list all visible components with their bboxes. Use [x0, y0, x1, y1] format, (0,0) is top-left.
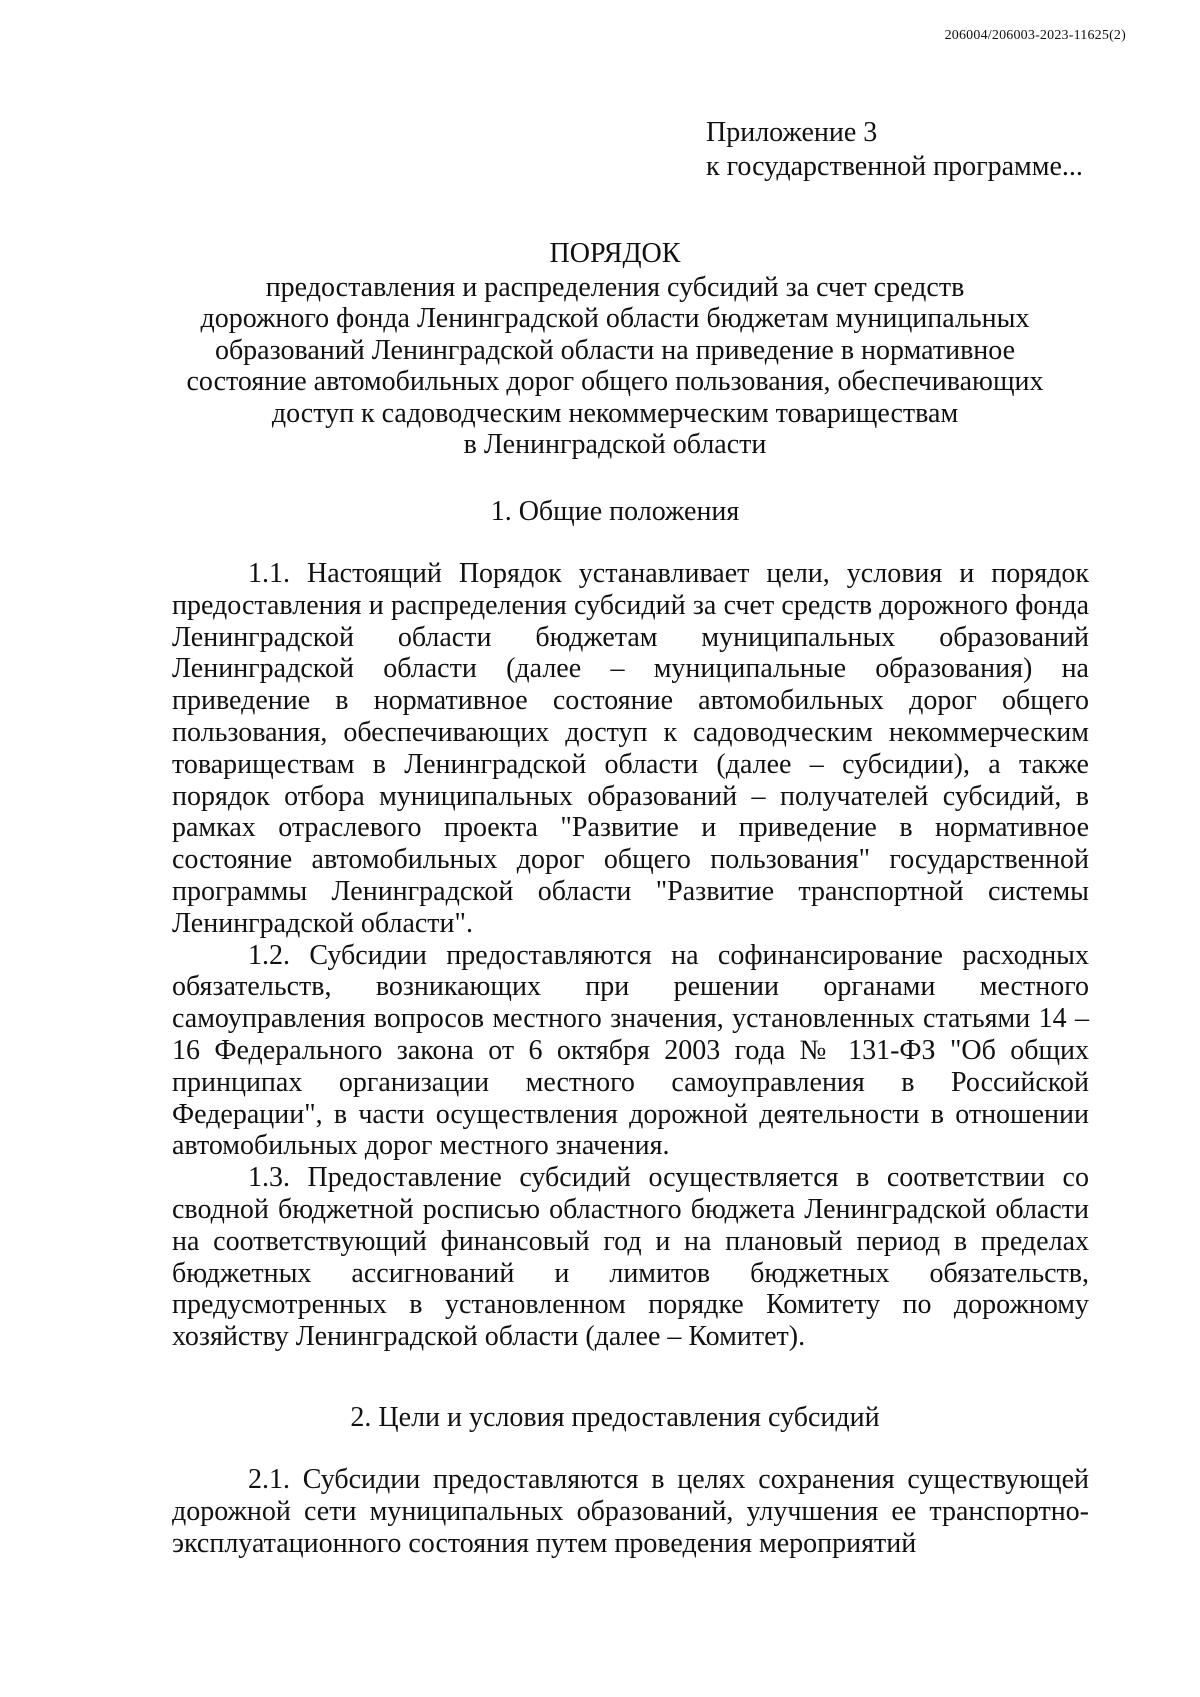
document-title: [150, 238, 1080, 461]
title-line: доступ к садоводческим некоммерческим товариществам: [271, 397, 959, 429]
section-2-body: [172, 1464, 1089, 1559]
appendix-note: [706, 116, 1083, 184]
paragraph-1-1: 1.1. Настоящий Порядок устанавливает цели, условия и порядок предоставления и распределения субсидий за счет средств дорожного фонда Ленинградской области бюджетам муниципальных образований Ленинградской области (далее – муниципальные образования) на приведение в нормативное состояние автомобильных дорог общего пользования, обеспечивающих доступ к садоводческим некоммерческим товариществам в Ленинградской области (далее – субсидии), а также порядок отбора муниципальных образований – получателей субсидий, в рамках отраслевого проекта "Развитие и приведение в нормативное состояние автомобильных дорог общего пользования" государственной программы Ленинградской области "Развитие транспортной системы Ленинградской области".: [172, 558, 1089, 939]
paragraph-1-3: 1.3. Предоставление субсидий осуществляется в соответствии со сводной бюджетной росписью областного бюджета Ленинградской области на соответствующий финансовый год и на плановый период в пределах бюджетных ассигнований и лимитов бюджетных обязательств, предусмотренных в установленном порядке Комитету по дорожному хозяйству Ленинградской области (далее – Комитет).: [172, 1162, 1089, 1353]
section-heading-general-provisions: 1. Общие положения: [490, 496, 740, 527]
section-1-body: [172, 558, 1089, 1353]
title-line: состояние автомобильных дорог общего пользования, обеспечивающих: [186, 366, 1044, 397]
title-line: в Ленинградской области: [463, 429, 767, 460]
title-line: предоставления и распределения субсидий за счет средств: [265, 271, 965, 303]
paragraph-2-1: 2.1. Субсидии предоставляются в целях сохранения существующей дорожной сети муниципальных образований, улучшения ее транспортно-эксплуатационного состояния путем проведения мероприятий: [172, 1464, 1089, 1559]
appendix-line-1: Приложение 3: [706, 117, 878, 148]
document-registration-number: 206004/206003-2023-11625(2): [944, 28, 1126, 43]
appendix-line-2: к государственной программе...: [706, 151, 1083, 182]
section-heading-goals-and-conditions: 2. Цели и условия предоставления субсидий: [350, 1402, 880, 1433]
title-line: дорожного фонда Ленинградской области бюджетам муниципальных: [200, 303, 1030, 334]
paragraph-1-2: 1.2. Субсидии предоставляются на софинансирование расходных обязательств, возникающих при решении органами местного самоуправления вопросов местного значения, установленных статьями 14 – 16 Федерального закона от 6 октября 2003 года № 131-ФЗ "Об общих принципах организации местного самоуправления в Российской Федерации", в части осуществления дорожной деятельности в отношении автомобильных дорог местного значения.: [172, 939, 1089, 1162]
title-main: ПОРЯДОК: [549, 238, 681, 269]
title-line: образований Ленинградской области на приведение в нормативное: [214, 334, 1016, 366]
